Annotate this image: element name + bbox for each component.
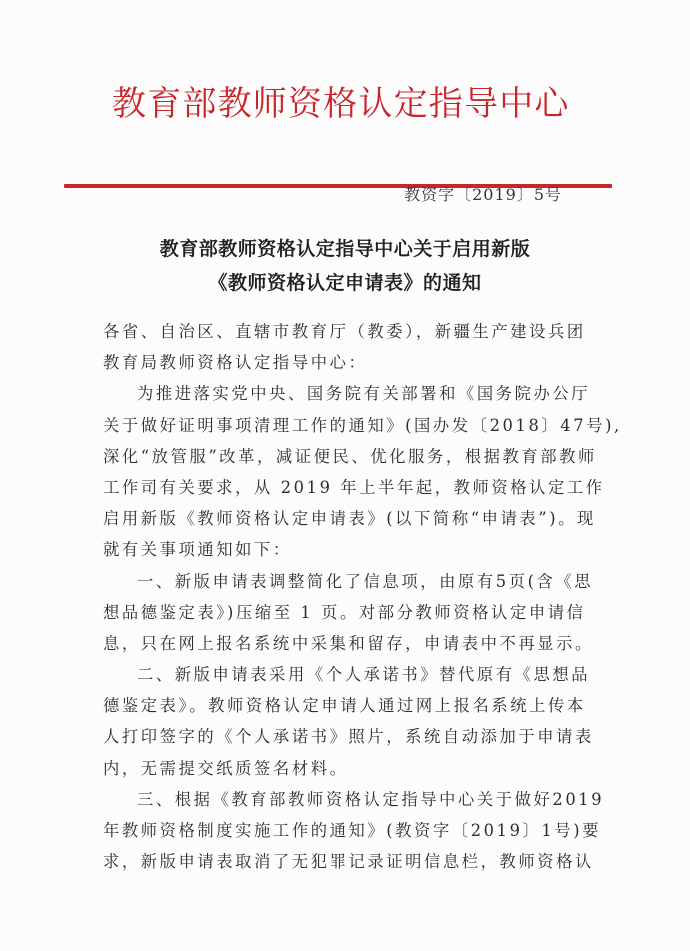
document-title-line-2: 《教师资格认定申请表》的通知 [208,272,482,294]
item-1-line-1: 一、新版申请表调整简化了信息项，由原有5页(含《思 [137,571,594,591]
item-2-line-2: 德鉴定表》。教师资格认定申请人通过网上报名系统上传本 [103,696,586,716]
addressee-line-1: 各省、自治区、直辖市教育厅（教委），新疆生产建设兵团 [103,322,586,341]
paragraph-intro-line-1: 为推进落实党中央、国务院有关部署和《国务院办公厅 [137,384,591,404]
item-3-line-3: 求，新版申请表取消了无犯罪记录证明信息栏，教师资格认 [103,852,594,872]
paragraph-intro-line-2: 关于做好证明事项清理工作的通知》(国办发〔2018〕47号), [103,415,622,435]
addressee-line-2: 教育局教师资格认定指导中心： [103,353,368,373]
item-3-line-1: 三、根据《教育部教师资格认定指导中心关于做好2019 [137,789,605,809]
paragraph-intro-line-4: 工作司有关要求，从 2019 年上半年起，教师资格认定工作 [103,477,605,497]
item-2-line-3: 人打印签字的《个人承诺书》照片，系统自动添加于申请表 [103,727,594,747]
paragraph-intro-line-5: 启用新版《教师资格认定申请表》(以下简称“申请表”)。现 [103,509,596,529]
item-1-line-2: 想品德鉴定表》)压缩至 1 页。对部分教师资格认定申请信 [103,602,586,622]
document-title-line-1: 教育部教师资格认定指导中心关于启用新版 [159,238,531,260]
item-1-line-3: 息，只在网上报名系统中采集和留存，申请表中不再显示。 [103,633,594,653]
document-body [103,316,622,877]
document-number: 教资字〔2019〕5号 [404,185,562,204]
paragraph-intro-line-3: 深化“放管服”改革，减证便民、优化服务，根据教育部教师 [103,446,597,466]
item-2-line-4: 内，无需提交纸质签名材料。 [103,758,349,778]
item-2-line-1: 二、新版申请表采用《个人承诺书》替代原有《思想品 [137,665,591,685]
item-3-line-2: 年教师资格制度实施工作的通知》(教资字〔2019〕1号)要 [103,821,602,840]
letterhead-organization: 教育部教师资格认定指导中心 [112,84,570,124]
paragraph-intro-line-6: 就有关事项通知如下： [103,540,292,560]
